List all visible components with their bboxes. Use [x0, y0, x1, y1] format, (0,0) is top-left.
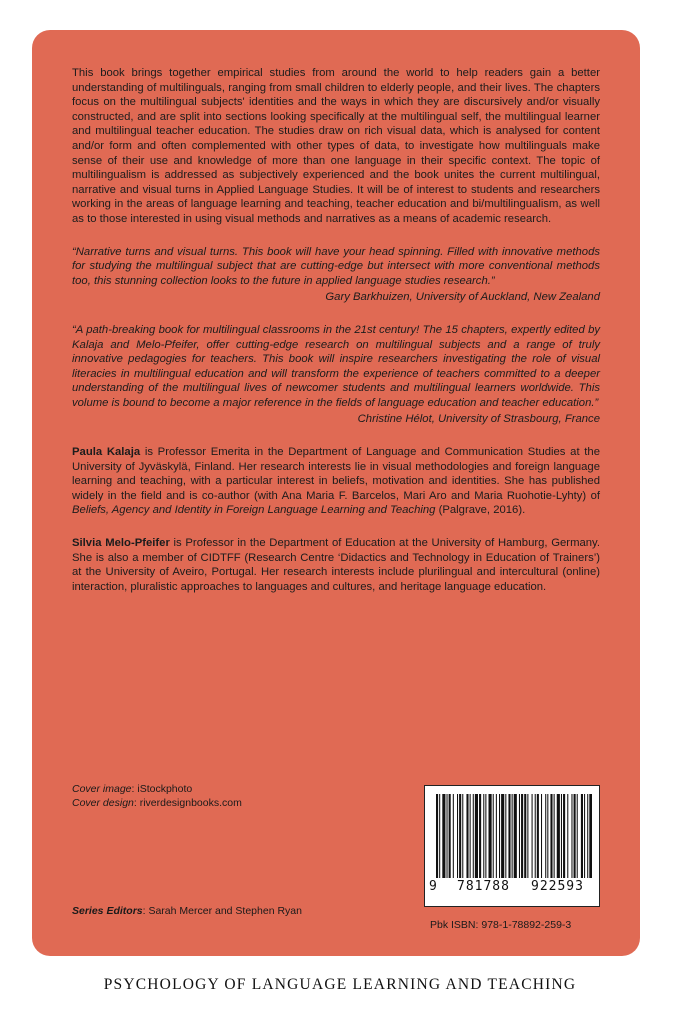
cover-text-column — [72, 66, 600, 594]
barcode-bar — [563, 794, 565, 878]
barcode-digits-left: 781788 — [457, 879, 510, 894]
endorsement-quote-1: “Narrative turns and visual turns. This book will have your head spinning. Filled with innovative methods for studying the multilingual subject that are cutting-edge but intersect with more conventional methods too, this stunning collection looks to the future in applied language studies research.” — [72, 245, 600, 287]
author-name-melo-pfeifer: Silvia Melo-Pfeifer — [72, 537, 170, 550]
barcode-bar — [499, 794, 500, 878]
endorsement-quote-2: “A path-breaking book for multilingual classrooms in the 21st century! The 15 chapters, expertly edited by Kalaja and Melo-Pfeifer, offer cutting-edge research on multilingual subjects and a range of truly innovative pedagogies for teachers. This book will inspire researchers investigating the role of visual literacies in multilingual education and will transform the experience of teachers committed to a deeper understanding of the multilingual lives of newcomer students and multilingual learners worldwide. This volume is bound to become a major reference in the fields of language education and teacher education.” — [72, 323, 600, 409]
cover-design-credit: Cover design: riverdesignbooks.com — [72, 797, 242, 809]
barcode-bar — [587, 794, 588, 878]
barcode-bar — [514, 794, 517, 878]
barcode-bar — [459, 794, 461, 878]
barcode-bar — [505, 794, 506, 878]
barcode-bar — [519, 794, 520, 878]
barcode-bar — [470, 794, 471, 878]
barcode-bar — [537, 794, 539, 878]
barcode-bar — [462, 794, 463, 878]
series-editors: Series Editors: Sarah Mercer and Stephen Ryan — [72, 905, 302, 917]
author-bio-melo-pfeifer-text: is Professor in the Department of Education at the University of Hamburg, Germany. She is also a member of CIDTFF (Research Centre ‘Didactics and Technology in Education of Trainers’) at the University of Aveiro, Portugal. Her research interests include plurilingual and intercultural (online) interaction, pluralistic approaches to languages and cultures, and heritage language education. — [72, 537, 600, 593]
barcode-bar — [447, 794, 448, 878]
author-bio-melo-pfeifer — [72, 536, 600, 594]
endorsement-attribution-2: Christine Hélot, University of Strasbourg, France — [357, 413, 600, 426]
barcode-bar — [527, 794, 528, 878]
barcode-digits-right: 922593 — [531, 879, 584, 894]
barcode-bar — [449, 794, 451, 878]
barcode-bar — [457, 794, 458, 878]
barcode-bar — [547, 794, 548, 878]
author-name-kalaja: Paula Kalaja — [72, 446, 141, 459]
author-bio-kalaja-text: is Professor Emerita in the Department of Language and Communication Studies at the University of Jyväskylä, Finland. Her research interests lie in visual methodologies and foreign language learning and teaching, with a particular interest in beliefs, motivation and identities. She has published widely in the field and is co-author (with Ana Maria F. Barcelos, Mari Aro and Maria Ruohotie-Lyhty) of — [72, 446, 600, 502]
barcode-bar — [571, 794, 572, 878]
barcode-bar — [485, 794, 486, 878]
barcode-bar — [483, 794, 484, 878]
isbn-text: Pbk ISBN: 978-1-78892-259-3 — [430, 919, 572, 931]
barcode-bar — [535, 794, 536, 878]
author-bio-kalaja — [72, 445, 600, 518]
barcode-bar — [545, 794, 546, 878]
author-bio-kalaja-publisher: (Palgrave, 2016). — [435, 504, 526, 517]
barcode-bar — [439, 794, 440, 878]
barcode-digit-first: 9 — [429, 879, 437, 894]
barcode-bar — [475, 794, 478, 878]
cover-credits — [72, 782, 242, 810]
barcode-bar — [489, 794, 492, 878]
barcode-bar — [473, 794, 474, 878]
cover-image-credit: Cover image: iStockphoto — [72, 783, 193, 795]
barcode-bar — [550, 794, 552, 878]
barcode-bar — [496, 794, 497, 878]
barcode-bar — [584, 794, 585, 878]
barcode-bar — [554, 794, 555, 878]
barcode-bar — [453, 794, 454, 878]
barcode-bar — [561, 794, 562, 878]
barcode-bar — [508, 794, 510, 878]
barcode-bar — [574, 794, 576, 878]
barcode-bar — [512, 794, 513, 878]
barcode-bar — [577, 794, 578, 878]
barcode-bar — [581, 794, 583, 878]
barcode-bar — [436, 794, 438, 878]
series-title: PSYCHOLOGY OF LANGUAGE LEARNING AND TEACHING — [103, 976, 577, 993]
barcode-bar — [524, 794, 526, 878]
barcode-bar — [493, 794, 494, 878]
barcode-bar — [557, 794, 560, 878]
barcode-bar — [466, 794, 468, 878]
author-bio-kalaja-book-title: Beliefs, Agency and Identity in Foreign Language Learning and Teaching — [72, 504, 436, 517]
barcode-bar — [521, 794, 523, 878]
endorsement-attribution-1: Gary Barkhuizen, University of Auckland, New Zealand — [325, 291, 600, 304]
isbn-barcode — [424, 785, 600, 907]
barcode-bar — [541, 794, 542, 878]
barcode-bar — [501, 794, 504, 878]
barcode-digits — [425, 879, 601, 899]
barcode-bars — [434, 794, 592, 878]
book-blurb: This book brings together empirical studies from around the world to help readers gain a better understanding of multilinguals, ranging from small children to elderly people, and their lives. The chapters focus on the multilingual subjects' identities and the ways in which they are discursively and/or visually constructed, and are split into sections looking specifically at the multilingual self, the multilingual learner and multilingual teacher education. The studies draw on rich visual data, which is analysed for content and/or form and often complemented with other types of data, to investigate how multilinguals make sense of their use and knowledge of more than one language in their specific context. The topic of multilingualism is addressed as subjectively experienced and the book unites the current multilingual, narrative and visual turns in Applied Language Studies. It will be of interest to students and researchers working in the areas of language learning and teaching, teacher education and bi/multilingualism, as well as to those interested in using visual methods and narratives as a means of academic research. — [72, 67, 600, 225]
barcode-bar — [479, 794, 481, 878]
barcode-bar — [589, 794, 592, 878]
barcode-bar — [567, 794, 568, 878]
barcode-bar — [532, 794, 533, 878]
barcode-bar — [442, 794, 445, 878]
